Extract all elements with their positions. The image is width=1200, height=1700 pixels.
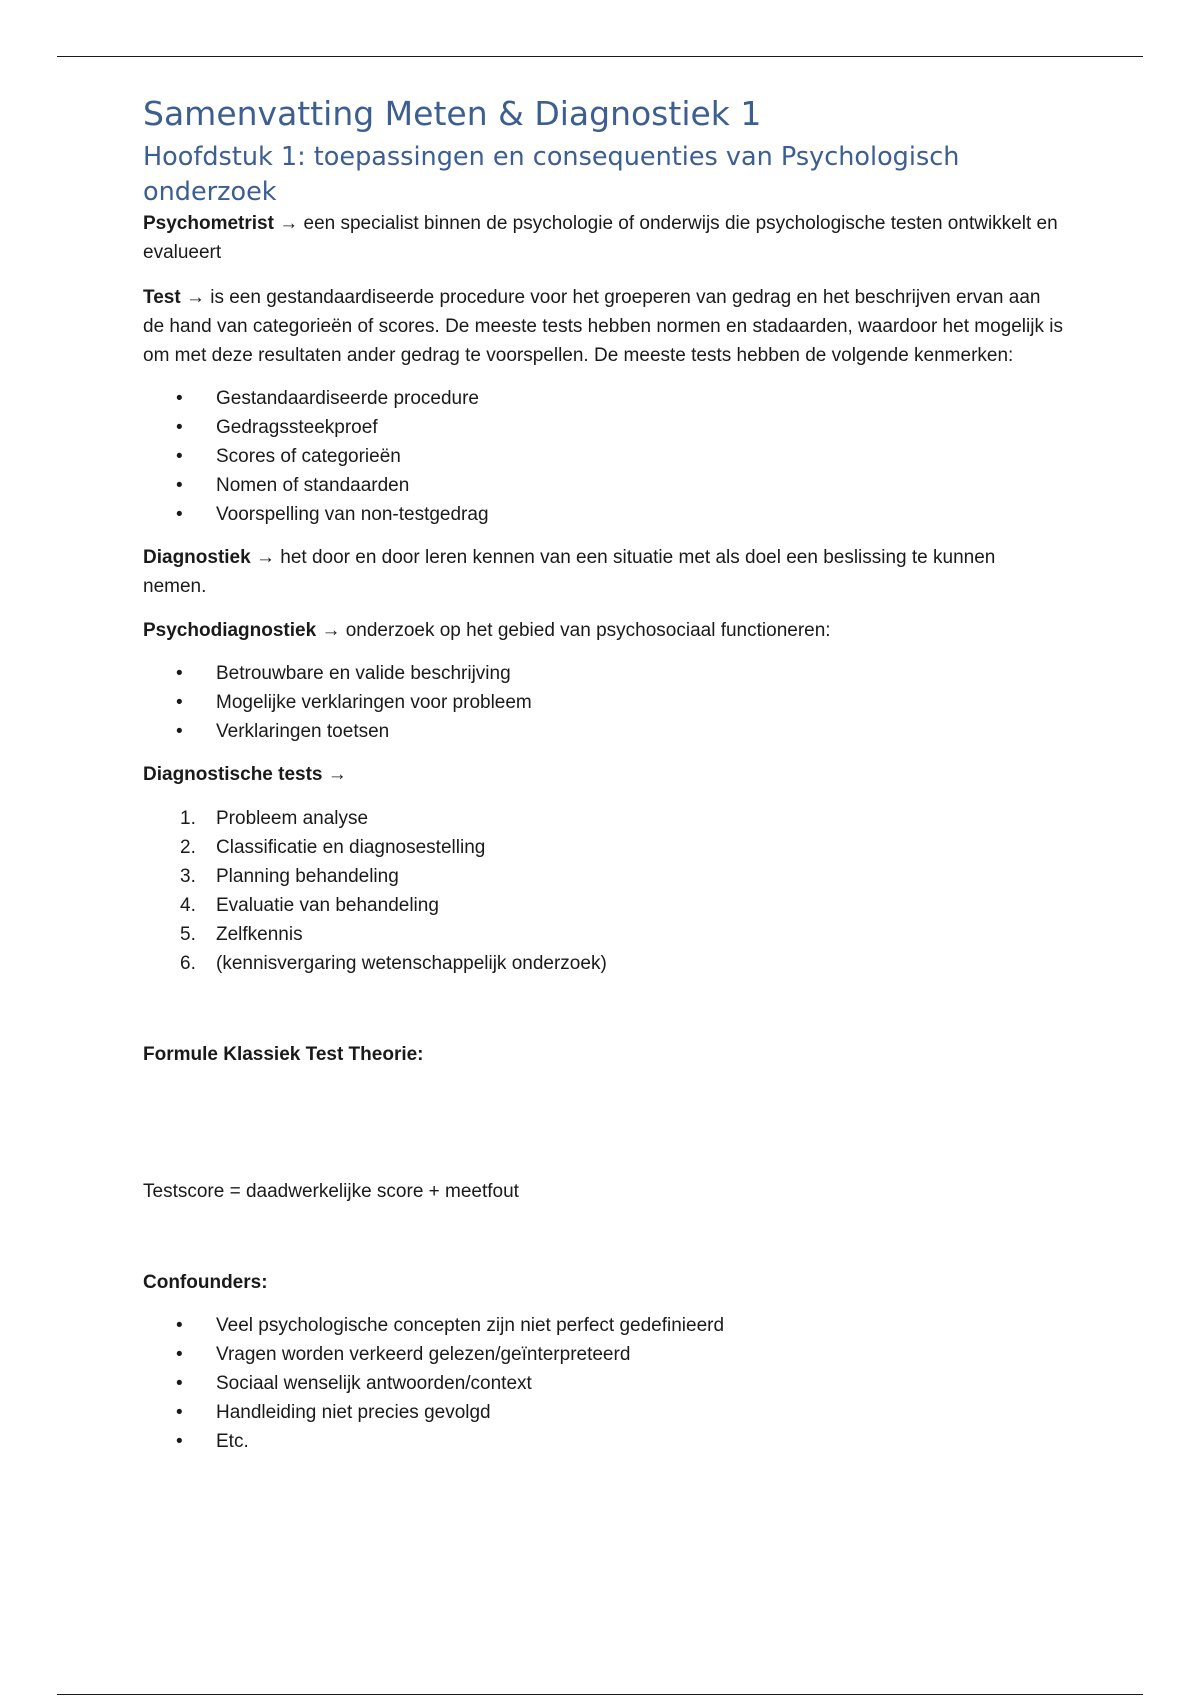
- chapter-title: Hoofdstuk 1: toepassingen en consequenties van Psychologisch onderzoek: [143, 142, 960, 207]
- diagnostiek-text: het door en door leren kennen van een situatie met als doel een beslissing te kunnen nemen.: [143, 547, 996, 597]
- list-item: • Verklaringen toetsen: [143, 717, 1063, 746]
- term-psychometrist: Psychometrist: [143, 213, 274, 234]
- list-item: • Voorspelling van non-testgedrag: [143, 500, 1063, 529]
- diagnostische-tests-heading: [143, 760, 1063, 789]
- term-diagnostiek: Diagnostiek: [143, 547, 251, 568]
- document-body: [143, 88, 1063, 1456]
- document-title: Samenvatting Meten & Diagnostiek 1: [143, 94, 762, 133]
- list-text: (kennisvergaring wetenschappelijk onderzoek): [216, 953, 607, 974]
- list-item: • Nomen of standaarden: [143, 471, 1063, 500]
- psychodiagnostiek-definition: [143, 616, 1063, 645]
- psychodiagnostiek-list: [143, 659, 1063, 746]
- list-text: Zelfkennis: [216, 924, 303, 945]
- list-number: 6.: [180, 953, 196, 974]
- diagnostische-tests-list: [143, 804, 1063, 978]
- formule-heading: [143, 1040, 1063, 1069]
- list-text: Planning behandeling: [216, 866, 399, 887]
- list-item: • Gestandaardiseerde procedure: [143, 384, 1063, 413]
- psychometrist-definition: [143, 209, 1063, 267]
- psychometrist-text: een specialist binnen de psychologie of onderwijs die psychologische testen ontwikkelt en evalueert: [143, 213, 1058, 263]
- confounders-heading: [143, 1268, 1063, 1297]
- formule-equation: Testscore = daadwerkelijke score + meetfout: [143, 1181, 519, 1202]
- test-features-list: [143, 384, 1063, 529]
- list-item: [143, 920, 1063, 949]
- list-number: 2.: [180, 837, 196, 858]
- term-test: Test: [143, 287, 181, 308]
- list-number: 3.: [180, 866, 196, 887]
- list-item: • Etc.: [143, 1427, 1063, 1456]
- list-item: • Veel psychologische concepten zijn niet perfect gedefinieerd: [143, 1311, 1063, 1340]
- list-item: [143, 804, 1063, 833]
- psychodiagnostiek-text: onderzoek op het gebied van psychosociaal functioneren:: [345, 620, 831, 641]
- list-number: 4.: [180, 895, 196, 916]
- arrow-icon: →: [255, 547, 275, 568]
- formule-heading-text: Formule Klassiek Test Theorie:: [143, 1044, 424, 1065]
- arrow-icon: →: [321, 620, 341, 641]
- list-text: Probleem analyse: [216, 808, 369, 829]
- list-item: • Mogelijke verklaringen voor probleem: [143, 688, 1063, 717]
- list-text: Evaluatie van behandeling: [216, 895, 439, 916]
- list-item: [143, 949, 1063, 978]
- list-item: • Gedragssteekproef: [143, 413, 1063, 442]
- list-item: • Vragen worden verkeerd gelezen/geïnterpreteerd: [143, 1340, 1063, 1369]
- footer-rule: [57, 1694, 1143, 1695]
- list-item: • Handleiding niet precies gevolgd: [143, 1398, 1063, 1427]
- test-text: is een gestandaardiseerde procedure voor het groeperen van gedrag en het beschrijven ervan aan de hand van categorieën of scores. De meeste tests hebben normen en stadaarden, waardoor het mogelijk is om met deze resultaten ander gedrag te voorspellen. De meeste tests hebben de volgende kenmerken:: [143, 287, 1063, 366]
- term-diagnostische-tests: Diagnostische tests: [143, 764, 323, 785]
- confounders-list: [143, 1311, 1063, 1456]
- header-rule: [57, 56, 1143, 57]
- arrow-icon: →: [327, 764, 347, 785]
- diagnostiek-definition: [143, 543, 1063, 601]
- list-text: Classificatie en diagnosestelling: [216, 837, 486, 858]
- arrow-icon: →: [185, 287, 205, 308]
- list-number: 1.: [180, 808, 196, 829]
- list-item: • Betrouwbare en valide beschrijving: [143, 659, 1063, 688]
- confounders-heading-text: Confounders:: [143, 1272, 268, 1293]
- list-item: [143, 862, 1063, 891]
- list-item: • Sociaal wenselijk antwoorden/context: [143, 1369, 1063, 1398]
- arrow-icon: →: [279, 213, 299, 234]
- list-number: 5.: [180, 924, 196, 945]
- list-item: [143, 891, 1063, 920]
- test-definition: [143, 283, 1063, 370]
- term-psychodiagnostiek: Psychodiagnostiek: [143, 620, 317, 641]
- list-item: • Scores of categorieën: [143, 442, 1063, 471]
- list-item: [143, 833, 1063, 862]
